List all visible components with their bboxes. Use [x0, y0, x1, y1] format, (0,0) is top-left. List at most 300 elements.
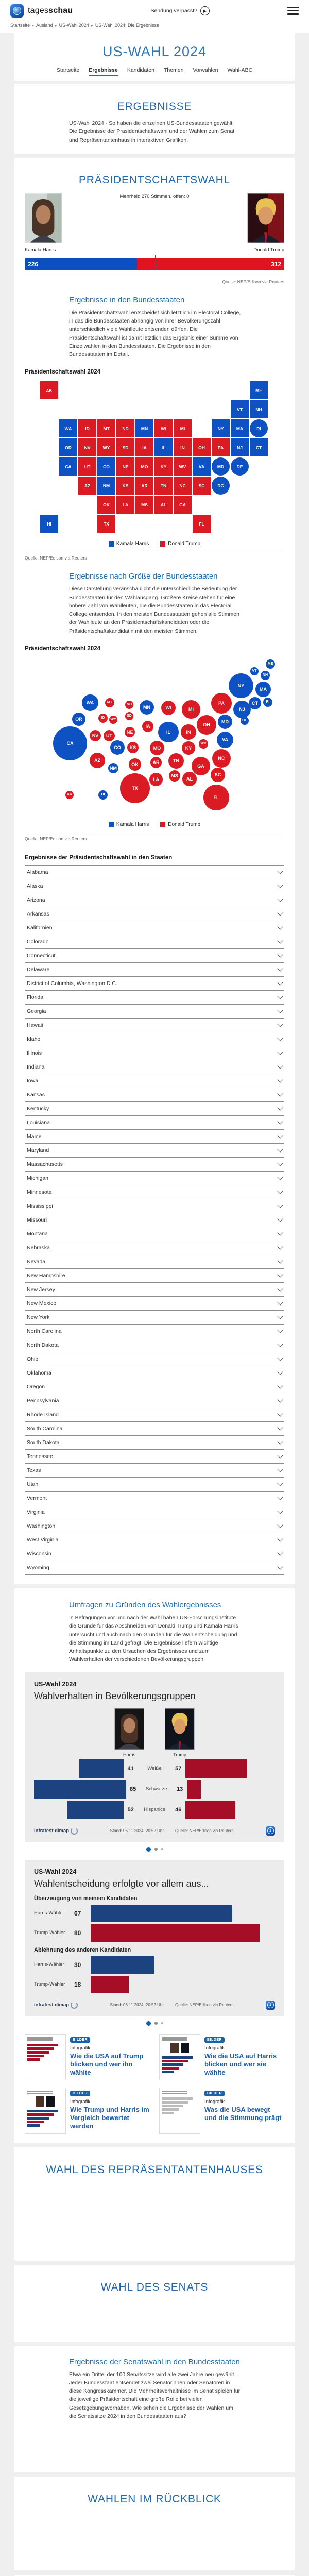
state-accordion-row[interactable]	[25, 1115, 284, 1129]
state-tile-VA[interactable]: VA	[193, 457, 211, 476]
state-accordion-row[interactable]	[25, 1157, 284, 1171]
state-accordion-row[interactable]	[25, 1449, 284, 1463]
carousel-dot[interactable]	[161, 1848, 163, 1850]
state-tile-VT[interactable]: VT	[231, 400, 249, 418]
presidential-heading: PRÄSIDENTSCHAFTSWAHL	[78, 174, 231, 186]
chart-title: Wahlverhalten in Bevölkerungsgruppen	[34, 1690, 196, 1701]
state-name: Florida	[27, 994, 44, 1001]
missed-show-link[interactable]	[150, 6, 209, 15]
size-results-heading: Ergebnisse nach Größe der Bundesstaaten	[69, 572, 218, 581]
state-tile-AZ[interactable]: AZ	[78, 477, 96, 495]
state-accordion-row[interactable]	[25, 1547, 284, 1561]
state-name: West Virginia	[27, 1536, 59, 1543]
state-accordion-row[interactable]	[25, 1394, 284, 1408]
tab-vorwahlen[interactable]: Vorwahlen	[193, 67, 218, 73]
decision-row	[34, 1976, 275, 1993]
state-bubble-VT[interactable]: VT	[250, 667, 259, 675]
state-accordion-row[interactable]	[25, 1268, 284, 1282]
state-name: Louisiana	[27, 1119, 50, 1126]
decision-row	[34, 1956, 275, 1974]
state-tile-MT[interactable]: MT	[97, 419, 115, 437]
chevron-down-icon	[277, 1146, 283, 1152]
carousel-dot[interactable]	[146, 1847, 151, 1852]
footer	[14, 2575, 295, 2576]
states-accordion	[25, 865, 284, 1575]
state-bubble-IL[interactable]: IL	[158, 722, 179, 742]
carousel-dot[interactable]	[146, 2021, 151, 2026]
state-accordion-row[interactable]	[25, 1561, 284, 1575]
state-bubble-WI[interactable]: WI	[161, 701, 176, 716]
state-bubble-SC[interactable]: SC	[211, 768, 225, 782]
state-bubble-AL[interactable]: AL	[182, 772, 196, 786]
teaser-thumbnail	[25, 2034, 66, 2080]
state-bubble-OR[interactable]: OR	[72, 713, 85, 726]
bilder-badge: BILDER	[70, 2037, 90, 2043]
chevron-down-icon	[277, 1285, 283, 1291]
state-tile-ND[interactable]: ND	[116, 419, 134, 437]
state-tile-CA[interactable]: CA	[59, 457, 77, 476]
trump-mini-photo-block	[165, 1708, 195, 1757]
state-bubble-UT[interactable]: UT	[104, 730, 115, 741]
decision-row	[34, 1905, 275, 1922]
state-accordion-row[interactable]	[25, 1324, 284, 1338]
state-tile-NY[interactable]: NY	[212, 419, 230, 437]
chevron-down-icon	[277, 1536, 283, 1541]
breadcrumb-item[interactable]: Ausland	[36, 23, 53, 28]
carousel-dot[interactable]	[154, 2022, 158, 2025]
trump-bar	[91, 1976, 129, 1993]
chevron-down-icon	[277, 1118, 283, 1124]
state-accordion-row[interactable]	[25, 1463, 284, 1477]
state-tile-IL[interactable]: IL	[154, 438, 173, 456]
state-accordion-row[interactable]	[25, 1352, 284, 1366]
chevron-down-icon	[277, 965, 283, 971]
house-section-card	[14, 2147, 295, 2261]
decision-row	[34, 1924, 275, 1942]
state-accordion-row[interactable]	[25, 1505, 284, 1519]
state-bubble-NV[interactable]: NV	[90, 730, 101, 741]
state-bubble-WV[interactable]: WV	[199, 739, 208, 749]
chevron-down-icon	[277, 1313, 283, 1319]
state-tile-DE[interactable]: DE	[231, 457, 249, 476]
state-tile-ME[interactable]: ME	[250, 381, 268, 399]
chart-kicker: US-Wahl 2024	[34, 1680, 77, 1688]
states-results-heading: Ergebnisse in den Bundesstaaten	[69, 295, 185, 304]
state-accordion-row[interactable]	[25, 1338, 284, 1352]
state-accordion-row[interactable]	[25, 907, 284, 921]
state-bubble-VA[interactable]: VA	[217, 732, 234, 749]
harris-value: 85	[130, 1786, 136, 1792]
senate-results-text: Etwa ein Drittel der 100 Senatssitze wird alle zwei Jahre neu gewählt. Jeder Bundesstaat entsendet zwei Senatorinnen oder Senatoren in diese Kongresskammer. Die Mehrheitsverhältnisse im Senat spielen für die jeweilige Präsidentschaft eine große Rolle bei vielen Gesetzgebungsvorhaben. Wie sehen die Ergebnisse der Wahlen um die Senatssitze 2024 in den Bundesstaaten aus?	[69, 2371, 241, 2419]
infratest-dimap-logo: infratest dimap	[34, 1827, 78, 1835]
map-legend	[25, 541, 284, 547]
chevron-down-icon	[277, 1480, 283, 1486]
teaser-title[interactable]: Wie Trump und Harris im Vergleich bewertet werden	[70, 2105, 149, 2130]
chevron-down-icon	[277, 1007, 283, 1013]
state-accordion-row[interactable]	[25, 1213, 284, 1227]
senate-results-card	[14, 2346, 295, 2472]
state-tile-NC[interactable]: NC	[174, 477, 192, 495]
state-accordion-row[interactable]	[25, 1227, 284, 1241]
state-bubble-MO[interactable]: MO	[150, 741, 165, 756]
state-accordion-row[interactable]	[25, 1199, 284, 1213]
state-accordion-row[interactable]	[25, 921, 284, 935]
state-name: Washington	[27, 1522, 56, 1529]
state-bubble-GA[interactable]: GA	[192, 757, 210, 775]
state-bubble-IN[interactable]: IN	[181, 724, 196, 740]
state-tile-AK[interactable]: AK	[40, 381, 58, 399]
state-accordion-row[interactable]	[25, 1408, 284, 1421]
state-tile-MS[interactable]: MS	[135, 496, 153, 514]
chevron-down-icon	[277, 1202, 283, 1208]
state-bubble-OH[interactable]: OH	[197, 715, 216, 735]
teaser-item[interactable]	[25, 2088, 150, 2134]
us-bubble-map[interactable]	[25, 656, 284, 817]
state-tile-WY[interactable]: WY	[97, 438, 115, 456]
source-note: Quelle: NEP/Edison via Reuters	[222, 279, 284, 284]
state-accordion-row[interactable]	[25, 1046, 284, 1060]
state-tile-UT[interactable]: UT	[78, 457, 96, 476]
harris-bar	[79, 1759, 124, 1778]
state-tile-WI[interactable]: WI	[154, 419, 173, 437]
state-bubble-IA[interactable]: IA	[142, 721, 153, 732]
trump-mini-label: Trump	[173, 1752, 186, 1757]
state-tile-IN[interactable]: IN	[174, 438, 192, 456]
thumb-photo	[36, 2096, 44, 2107]
state-accordion-row[interactable]	[25, 1129, 284, 1143]
state-bubble-PA[interactable]: PA	[211, 693, 232, 714]
bubble-map-legend	[25, 822, 284, 827]
state-name: District of Columbia, Washington D.C.	[27, 980, 117, 987]
state-accordion-row[interactable]	[25, 1366, 284, 1380]
state-name: New Mexico	[27, 1300, 57, 1307]
state-name: Rhode Island	[27, 1411, 59, 1418]
us-choropleth-map[interactable]	[40, 381, 269, 536]
state-name: Maine	[27, 1133, 42, 1140]
teaser-title[interactable]: Wie die USA auf Harris blicken und wer sie wählte	[204, 2052, 277, 2077]
state-tile-CO[interactable]: CO	[97, 457, 115, 476]
bilder-badge: BILDER	[204, 2091, 225, 2096]
trump-value: 57	[175, 1765, 182, 1772]
harris-legend-label: Kamala Harris	[116, 541, 149, 547]
harris-legend-label: Kamala Harris	[116, 821, 149, 827]
state-bubble-AZ[interactable]: AZ	[90, 753, 105, 768]
state-tile-KY[interactable]: KY	[154, 457, 173, 476]
state-accordion-row[interactable]	[25, 948, 284, 962]
breadcrumb-item[interactable]: US-Wahl 2024: Die Ergebnisse	[95, 23, 160, 28]
tab-startseite[interactable]: Startseite	[56, 67, 80, 73]
bilder-badge: BILDER	[204, 2037, 225, 2043]
chevron-down-icon	[277, 938, 283, 943]
size-results-text: Diese Darstellung veranschaulicht die unterschiedliche Bedeutung der Bundesstaaten für den Wahlausgang. Größere Kreise stehen für eine höhere Zahl von Wahlleuten, die die Bundesstaaten in das Electoral College entsenden. In den meisten Bundesstaaten gehen alle Stimmen der Wahlleute an den Präsidentschaftskandidaten oder die Präsidentschaftskandidatin mit den meisten Stimmen.	[69, 586, 239, 634]
state-name: Illinois	[27, 1049, 42, 1056]
state-bubble-MT[interactable]: MT	[105, 698, 114, 707]
trump-legend-swatch	[160, 541, 165, 547]
state-accordion-row[interactable]	[25, 1241, 284, 1255]
teaser-thumbnail	[159, 2034, 200, 2080]
state-tile-SD[interactable]: SD	[116, 438, 134, 456]
teaser-title[interactable]: Was die USA bewegt und die Stimmung prägt	[204, 2105, 282, 2122]
state-bubble-MS[interactable]: MS	[169, 770, 180, 782]
thumb-photo	[170, 2043, 179, 2053]
trump-bar	[185, 1759, 247, 1778]
state-accordion-row[interactable]	[25, 1018, 284, 1032]
state-tile-DC[interactable]: DC	[212, 477, 230, 495]
state-bubble-MN[interactable]: MN	[140, 700, 154, 715]
harris-bar	[91, 1956, 154, 1974]
state-bubble-ND[interactable]: ND	[125, 701, 133, 709]
state-accordion-row[interactable]	[25, 1185, 284, 1199]
polls-card	[14, 1588, 295, 2143]
infratest-dimap-logo: infratest dimap	[34, 2002, 78, 2009]
state-bubble-TX[interactable]: TX	[120, 773, 150, 803]
state-accordion-row[interactable]	[25, 1519, 284, 1533]
state-bubble-AK[interactable]: AK	[65, 791, 74, 799]
teaser-item[interactable]	[159, 2034, 284, 2080]
hamburger-menu-icon[interactable]	[287, 7, 299, 15]
review-section-card	[14, 2477, 295, 2570]
state-accordion-row[interactable]	[25, 1296, 284, 1310]
state-tile-TX[interactable]: TX	[97, 515, 115, 533]
value-label: 80	[74, 1929, 81, 1937]
state-bubble-CT[interactable]: CT	[249, 697, 261, 709]
state-tile-IA[interactable]: IA	[135, 438, 153, 456]
bubble-map-label: Präsidentschaftswahl 2024	[25, 645, 101, 652]
source-note: Quelle: NEP/Edison via Reuters	[25, 836, 87, 841]
state-accordion-row[interactable]	[25, 1032, 284, 1046]
state-bubble-MD[interactable]: MD	[218, 715, 233, 730]
missed-show-label: Sendung verpasst?	[150, 8, 197, 14]
electoral-bar	[25, 258, 284, 270]
trump-legend-label: Donald Trump	[168, 821, 201, 827]
state-name: Massachusetts	[27, 1161, 63, 1167]
state-tile-RI[interactable]: RI	[250, 419, 268, 437]
candidate-duel	[25, 193, 284, 284]
state-accordion-row[interactable]	[25, 1282, 284, 1296]
state-tile-NJ[interactable]: NJ	[231, 438, 249, 456]
state-accordion-row[interactable]	[25, 1101, 284, 1115]
tagesschau-wordmark: tagesschau	[28, 6, 73, 15]
state-accordion-row[interactable]	[25, 1380, 284, 1394]
state-name: Montana	[27, 1230, 48, 1237]
state-accordion-row[interactable]	[25, 962, 284, 976]
state-accordion-row[interactable]	[25, 1143, 284, 1157]
state-bubble-AR[interactable]: AR	[150, 757, 162, 768]
teaser-item[interactable]	[159, 2088, 284, 2134]
state-bubble-NY[interactable]: NY	[229, 673, 253, 698]
state-bubble-KY[interactable]: KY	[182, 741, 195, 755]
state-tile-TN[interactable]: TN	[154, 477, 173, 495]
play-icon: ▶	[200, 6, 210, 15]
harris-legend-swatch	[109, 541, 114, 547]
chevron-down-icon	[277, 1425, 283, 1430]
bilder-badge: BILDER	[70, 2091, 90, 2096]
teaser-kicker: Infografik	[204, 2045, 225, 2051]
state-tile-AL[interactable]: AL	[154, 496, 173, 514]
group-label: Ablehnung des anderen Kandidaten	[34, 1946, 131, 1953]
butterfly-row	[34, 1801, 275, 1819]
state-accordion-row[interactable]	[25, 976, 284, 990]
chevron-down-icon	[277, 1105, 283, 1110]
state-tile-WV[interactable]: WV	[174, 457, 192, 476]
breadcrumb-item[interactable]: Startseite	[10, 23, 30, 28]
state-accordion-row[interactable]	[25, 865, 284, 879]
chevron-down-icon	[277, 1327, 283, 1333]
chevron-down-icon	[277, 1494, 283, 1500]
state-name: Wyoming	[27, 1564, 49, 1571]
trump-mini-photo	[165, 1708, 195, 1750]
chevron-down-icon	[277, 1341, 283, 1347]
state-accordion-row[interactable]	[25, 1491, 284, 1505]
state-tile-ID[interactable]: ID	[78, 419, 96, 437]
state-accordion-row[interactable]	[25, 1088, 284, 1101]
state-bubble-NC[interactable]: NC	[212, 749, 231, 768]
carousel-dot[interactable]	[154, 1848, 158, 1851]
state-accordion-row[interactable]	[25, 1060, 284, 1074]
state-tile-MD[interactable]: MD	[212, 457, 230, 476]
state-tile-AR[interactable]: AR	[135, 477, 153, 495]
state-bubble-KS[interactable]: KS	[127, 742, 139, 753]
state-accordion-row[interactable]	[25, 935, 284, 948]
state-bubble-HI[interactable]: HI	[98, 790, 108, 800]
state-name: New Hampshire	[27, 1272, 65, 1279]
state-accordion-row[interactable]	[25, 1533, 284, 1547]
state-bubble-MA[interactable]: MA	[255, 682, 271, 697]
state-bubble-SD[interactable]: SD	[125, 712, 133, 720]
carousel-dot[interactable]	[161, 2022, 163, 2024]
state-tile-MI[interactable]: MI	[174, 419, 192, 437]
state-tile-SC[interactable]: SC	[193, 477, 211, 495]
state-accordion-row[interactable]	[25, 1477, 284, 1491]
state-tile-KS[interactable]: KS	[116, 477, 134, 495]
state-accordion-row[interactable]	[25, 1255, 284, 1268]
state-bubble-NJ[interactable]: NJ	[233, 701, 251, 718]
review-heading: WAHLEN IM RÜCKBLICK	[88, 2493, 221, 2505]
state-accordion-row[interactable]	[25, 1435, 284, 1449]
polls-heading: Umfragen zu Gründen des Wahlergebnisses	[69, 1600, 221, 1609]
state-bubble-WA[interactable]: WA	[82, 694, 98, 711]
state-bubble-TN[interactable]: TN	[168, 753, 184, 769]
masthead	[14, 33, 295, 81]
harris-mini-photo	[114, 1708, 144, 1750]
state-bubble-MI[interactable]: MI	[182, 700, 200, 718]
state-tile-PA[interactable]: PA	[212, 438, 230, 456]
top-header	[0, 0, 309, 20]
state-accordion-row[interactable]	[25, 1171, 284, 1185]
state-tile-MN[interactable]: MN	[135, 419, 153, 437]
state-bubble-LA[interactable]: LA	[149, 773, 163, 786]
state-bubble-CA[interactable]: CA	[53, 726, 88, 761]
harris-name: Kamala Harris	[25, 247, 56, 253]
state-accordion-row[interactable]	[25, 1004, 284, 1018]
category-label: Weiße	[147, 1766, 162, 1772]
state-tile-LA[interactable]: LA	[116, 496, 134, 514]
state-tile-NV[interactable]: NV	[78, 438, 96, 456]
tab-kandidaten[interactable]: Kandidaten	[127, 67, 154, 73]
chevron-down-icon	[277, 1550, 283, 1555]
state-tile-FL[interactable]: FL	[193, 515, 211, 533]
state-name: Ohio	[27, 1355, 39, 1362]
tagesschau-logo[interactable]	[10, 4, 73, 18]
senate-section-card	[14, 2265, 295, 2342]
state-name: Idaho	[27, 1036, 41, 1042]
teaser-kicker: Infografik	[204, 2098, 225, 2105]
chart-title: Wahlentscheidung erfolgte vor allem aus...	[34, 1878, 209, 1889]
state-bubble-FL[interactable]: FL	[203, 785, 229, 810]
voter-group-label: Trump-Wähler	[34, 1930, 65, 1936]
chart-source: Quelle: NEP/Edison via Reuters	[175, 2003, 234, 2008]
teaser-title[interactable]: Wie die USA auf Trump blicken und wer ihn wählte	[70, 2052, 144, 2077]
tab-themen[interactable]: Themen	[163, 67, 184, 73]
state-bubble-ME[interactable]: ME	[266, 659, 275, 669]
stand-label: Stand: 06.11.2024, 20:52 Uhr	[110, 1828, 164, 1834]
breadcrumb-item[interactable]: US-Wahl 2024	[59, 23, 89, 28]
state-bubble-RI[interactable]: RI	[263, 698, 272, 707]
thumb-photo	[181, 2043, 189, 2053]
majority-threshold-line	[155, 255, 156, 270]
harris-mini-label: Harris	[123, 1752, 135, 1757]
state-accordion-row[interactable]	[25, 1310, 284, 1324]
state-tile-MA[interactable]: MA	[231, 419, 249, 437]
state-tile-WA[interactable]: WA	[59, 419, 77, 437]
voter-group-label: Harris-Wähler	[34, 1910, 64, 1917]
state-tile-NH[interactable]: NH	[250, 400, 268, 418]
value-label: 18	[74, 1980, 81, 1988]
state-name: Mississippi	[27, 1202, 53, 1209]
chevron-down-icon	[277, 882, 283, 888]
state-accordion-row[interactable]	[25, 990, 284, 1004]
state-bubble-DE[interactable]: DE	[241, 717, 249, 725]
state-tile-OR[interactable]: OR	[59, 438, 77, 456]
state-accordion-row[interactable]	[25, 1074, 284, 1088]
teaser-item[interactable]	[25, 2034, 150, 2080]
state-name: Arkansas	[27, 910, 49, 917]
state-bubble-NE[interactable]: NE	[125, 727, 135, 737]
tab-wahl-abc[interactable]: Wahl-ABC	[227, 67, 253, 73]
trump-ev-value: 312	[270, 260, 281, 268]
state-accordion-row[interactable]	[25, 879, 284, 893]
tab-ergebnisse[interactable]: Ergebnisse	[89, 67, 118, 76]
state-bubble-WY[interactable]: WY	[109, 716, 117, 724]
thumb-photo	[46, 2096, 55, 2107]
state-bubble-ID[interactable]: ID	[98, 714, 108, 723]
state-name: Kansas	[27, 1091, 45, 1098]
state-bubble-NM[interactable]: NM	[108, 763, 118, 773]
state-tile-GA[interactable]: GA	[174, 496, 192, 514]
trump-photo	[247, 193, 284, 243]
state-tile-CT[interactable]: CT	[250, 438, 268, 456]
polls-text: In Befragungen vor und nach der Wahl haben US-Forschungsinstitute die Gründe für das Abschneiden von Donald Trump und Kamala Harris untersucht und auch nach den Gründen für die Wahlentscheidung und die Stimmung im Land gefragt. Die Ergebnisse liefern wichtige Anhaltspunkte zu den Ursachen des Ergebnisses und zum Wahlverhalten der verschiedenen Bevölkerungsgruppen.	[69, 1614, 238, 1663]
state-bubble-NH[interactable]: NH	[261, 671, 270, 680]
teaser-thumbnail	[159, 2088, 200, 2134]
state-tile-OH[interactable]: OH	[193, 438, 211, 456]
tab-nav	[14, 67, 295, 81]
state-tile-MO[interactable]: MO	[135, 457, 153, 476]
state-tile-OK[interactable]: OK	[97, 496, 115, 514]
state-bubble-OK[interactable]: OK	[129, 758, 141, 771]
state-accordion-row[interactable]	[25, 893, 284, 907]
state-tile-NE[interactable]: NE	[116, 457, 134, 476]
chevron-down-icon	[277, 868, 283, 874]
state-tile-NM[interactable]: NM	[97, 477, 115, 495]
chevron-down-icon	[277, 924, 283, 929]
state-accordion-row[interactable]	[25, 1421, 284, 1435]
state-bubble-CO[interactable]: CO	[110, 740, 125, 755]
butterfly-row	[34, 1780, 275, 1799]
chevron-down-icon	[277, 1466, 283, 1472]
butterfly-row	[34, 1759, 275, 1778]
state-tile-HI[interactable]: HI	[40, 515, 58, 533]
